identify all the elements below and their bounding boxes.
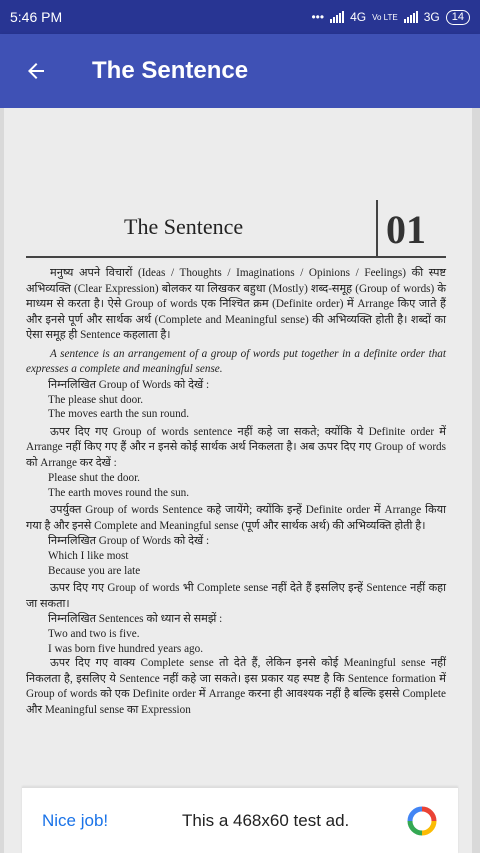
example-line: Two and two is five. <box>48 628 140 640</box>
paragraph-intro: मनुष्य अपने विचारों (Ideas / Thoughts / Imaginations / Opinions / Feelings) की स्पष्ट अभिव्यक्ति (Clear Expression) बोलकर या लिखकर बहुधा (Mostly) शब्द-समूह (Group of words) के माध्यम से करता है। ऐसे Group of words एक निश्चित क्रम (Definite order) में Arrange किए जाते हैं और इनसे पूर्ण और सार्थक अर्थ (Complete and Meaningful sense) की अभिव्यक्ति होती है। शब्दों का ऐसा समूह ही Sentence कहलाता है। <box>26 267 446 341</box>
battery-icon <box>446 10 470 25</box>
app-bar <box>0 34 480 108</box>
paragraph-explanation-2: उपर्युक्त Group of words Sentence कहे जायेंगे; क्योंकि इन्हें Definite order में Arrange किया गया है और इनसे Complete and Meaningful sense (पूर्ण और सार्थक अर्थ) की अभिव्यक्ति होती है। <box>26 504 446 532</box>
header-divider <box>376 200 378 256</box>
example-line: I was born five hundred years ago. <box>48 642 204 655</box>
document-viewer[interactable] <box>0 108 480 853</box>
ad-choices-icon[interactable] <box>402 801 442 841</box>
example-line: The earth moves round the sun. <box>48 486 190 499</box>
chapter-title: The Sentence <box>124 214 244 239</box>
example-lead-1: निम्नलिखित Group of Words को देखें : <box>48 378 210 391</box>
chapter-header <box>26 200 446 258</box>
page-title: The Sentence <box>92 57 249 84</box>
example-line: The please shut door. <box>48 393 144 406</box>
battery-level: 14 <box>451 10 464 23</box>
page-content <box>26 200 446 718</box>
ad-banner[interactable] <box>22 787 458 854</box>
paragraph-definition: A sentence is an arrangement of a group of words put together in a definite order that expresses a complete and meaningful sense. <box>26 347 446 375</box>
back-button[interactable] <box>0 34 72 108</box>
ad-label: Nice job! <box>42 811 109 830</box>
status-time: 5:46 PM <box>10 9 63 25</box>
network-label-2: 3G <box>423 10 440 24</box>
signal-icon-2 <box>404 11 418 23</box>
example-line: Which I like most <box>48 550 129 562</box>
chapter-number: 01 <box>386 207 426 252</box>
example-line: The moves earth the sun round. <box>48 408 190 420</box>
paragraph-explanation-1: ऊपर दिए गए Group of words sentence नहीं कहे जा सकते; क्योंकि ये Definite order में Arrange नहीं किए गए हैं और न इनसे कोई सार्थक अर्थ निकलता है। अब ऊपर दिए गए Group of words को Arrange कर देखें : <box>26 425 446 469</box>
network-label-1: 4G <box>350 10 367 24</box>
example-line: Because you are late <box>48 564 141 577</box>
paragraph-explanation-3: ऊपर दिए गए Group of words भी Complete sense नहीं देते हैं इसलिए इन्हें Sentence नहीं कहा जा सकता। <box>26 582 446 610</box>
ad-text: This a 468x60 test ad. <box>182 811 350 830</box>
example-lead-3: निम्नलिखित Sentences को ध्यान से समझें : <box>48 613 223 625</box>
paragraph-explanation-4: ऊपर दिए गए वाक्य Complete sense तो देते हैं, लेकिन इनसे कोई Meaningful sense नहीं निकलता है, इसलिए ये Sentence नहीं कहे जा सकते। इस प्रकार यह स्पष्ट है कि Sentence formation में Group of words को एक Definite order में Arrange करना ही आवश्यक नहीं है बल्कि इससे Complete और Meaningful sense का Expression <box>26 657 446 716</box>
status-icons <box>311 10 470 25</box>
status-bar <box>0 0 480 34</box>
volte-label: Vo LTE <box>372 12 398 22</box>
arrow-back-icon <box>24 59 48 83</box>
example-lead-2: निम्नलिखित Group of Words को देखें : <box>48 535 210 547</box>
ad-logo-icon <box>407 806 437 836</box>
example-line: Please shut the door. <box>48 472 140 484</box>
document-page <box>4 108 472 853</box>
signal-icon <box>330 11 344 23</box>
notification-dots: ••• <box>311 10 325 24</box>
